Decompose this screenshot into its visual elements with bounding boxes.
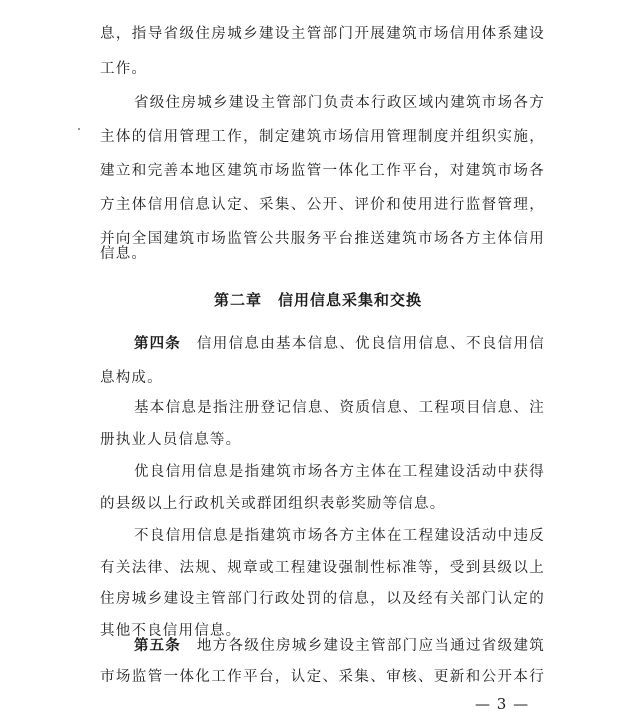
text-line: 工作。 <box>100 61 148 77</box>
text-line: 有关法律、法规、规章或工程建设强制性标准等，受到县级以上 <box>100 560 545 576</box>
text-line: 住房城乡建设主管部门行政处罚的信息，以及经有关部门认定的 <box>100 591 545 607</box>
chapter-heading: 第二章 信用信息采集和交换 <box>213 291 422 309</box>
text-line: 不良信用信息是指建筑市场各方主体在工程建设活动中违反 <box>134 528 545 544</box>
article-label: 第四条 <box>134 336 181 352</box>
article-text: 地方各级住房城乡建设主管部门应当通过省级建筑 <box>196 638 545 654</box>
text-line: 信息。 <box>100 246 148 262</box>
text-line: 方主体信用信息认定、采集、公开、评价和使用进行监督管理， <box>100 197 545 213</box>
text-line: 主体的信用管理工作，制定建筑市场信用管理制度并组织实施， <box>100 129 545 145</box>
article-text: 信用信息由基本信息、优良信用信息、不良信用信 <box>196 336 545 352</box>
text-line: 基本信息是指注册登记信息、资质信息、工程项目信息、注 <box>134 400 545 416</box>
text-line: 并向全国建筑市场监管公共服务平台推送建筑市场各方主体信用 <box>100 231 545 247</box>
text-line: 优良信用信息是指建筑市场各方主体在工程建设活动中获得 <box>134 464 545 480</box>
text-line: 建立和完善本地区建筑市场监管一体化工作平台，对建筑市场各 <box>100 163 545 179</box>
text-line: 的县级以上行政机关或群团组织表彰奖励等信息。 <box>100 496 446 512</box>
text-line: 息构成。 <box>100 370 163 386</box>
scan-speck <box>78 128 80 130</box>
text-line: 市场监管一体化工作平台，认定、采集、审核、更新和公开本行 <box>100 669 545 685</box>
page-number: — 3 — <box>475 695 530 713</box>
article-label: 第五条 <box>134 638 181 654</box>
text-line: 省级住房城乡建设主管部门负责本行政区域内建筑市场各方 <box>134 95 545 111</box>
text-line: 册执业人员信息等。 <box>100 432 242 448</box>
text-line: 息，指导省级住房城乡建设主管部门开展建筑市场信用体系建设 <box>100 26 545 42</box>
article-line <box>134 334 545 354</box>
article-line <box>134 636 545 656</box>
text-line: 其他不良信用信息。 <box>100 623 242 639</box>
